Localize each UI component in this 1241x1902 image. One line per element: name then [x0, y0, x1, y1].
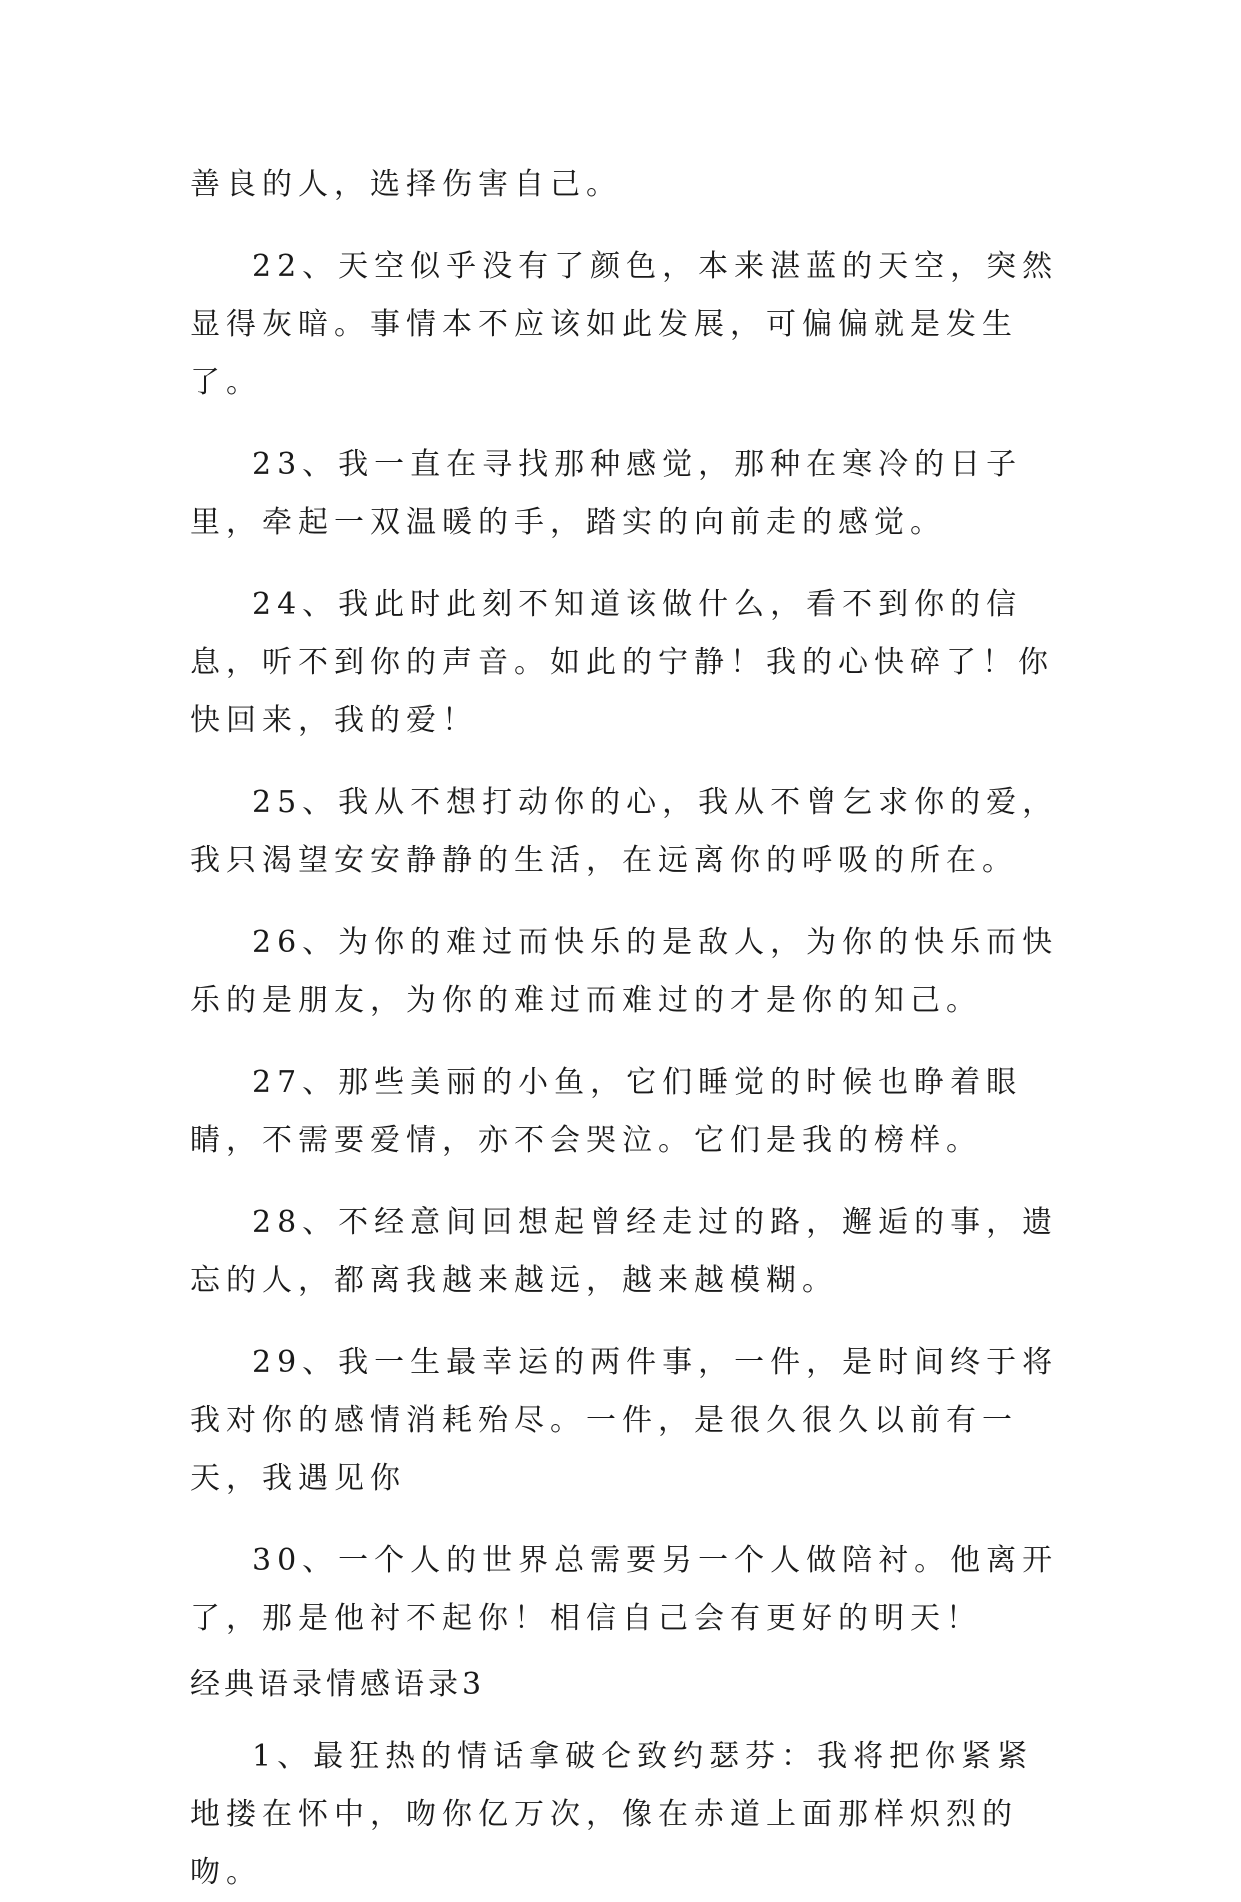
paragraph-24: 24、我此时此刻不知道该做什么，看不到你的信息，听不到你的声音。如此的宁静！我的心快碎了！你快回来，我的爱！	[190, 587, 1054, 738]
paragraph-29: 29、我一生最幸运的两件事，一件，是时间终于将我对你的感情消耗殆尽。一件，是很久很久以前有一天，我遇见你	[190, 1345, 1059, 1496]
document-body	[190, 156, 1060, 1902]
section-heading: 经典语录情感语录3	[190, 1667, 486, 1702]
paragraph-23: 23、我一直在寻找那种感觉，那种在寒冷的日子里，牵起一双温暖的手，踏实的向前走的感觉。	[190, 447, 1023, 540]
paragraph-1: 1、最狂热的情话拿破仑致约瑟芬：我将把你紧紧地搂在怀中，吻你亿万次，像在赤道上面那样炽烈的吻。	[190, 1739, 1034, 1890]
paragraph-22: 22、天空似乎没有了颜色，本来湛蓝的天空，突然显得灰暗。事情本不应该如此发展，可偏偏就是发生了。	[190, 249, 1059, 400]
paragraph-25: 25、我从不想打动你的心，我从不曾乞求你的爱，我只渴望安安静静的生活，在远离你的呼吸的所在。	[190, 785, 1059, 878]
paragraph-26: 26、为你的难过而快乐的是敌人，为你的快乐而快乐的是朋友，为你的难过而难过的才是你的知己。	[190, 925, 1059, 1018]
paragraph-30: 30、一个人的世界总需要另一个人做陪衬。他离开了，那是他衬不起你！相信自己会有更好的明天！	[190, 1543, 1059, 1636]
paragraph-28: 28、不经意间回想起曾经走过的路，邂逅的事，遗忘的人，都离我越来越远，越来越模糊。	[190, 1205, 1059, 1298]
paragraph-continuation: 善良的人，选择伤害自己。	[190, 167, 622, 202]
paragraph-27: 27、那些美丽的小鱼，它们睡觉的时候也睁着眼睛，不需要爱情，亦不会哭泣。它们是我的榜样。	[190, 1065, 1023, 1158]
